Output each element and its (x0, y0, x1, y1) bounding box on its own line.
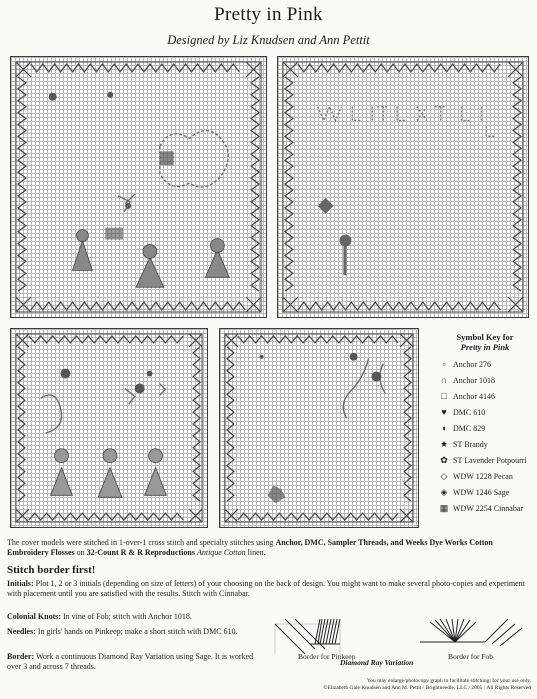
symbol-key-row (435, 356, 535, 372)
colonial-knots-text: In vine of Fob; stitch with Anchor 1018. (63, 612, 192, 621)
symbol-key-symbol: ◖ (441, 423, 447, 433)
designer-credit: Designed by Liz Knudsen and Ann Pettit (167, 33, 370, 47)
chart-fob-back-art (220, 329, 418, 527)
symbol-key-symbol: ▦ (439, 502, 449, 513)
colonial-knots-label: Colonial Knots: (7, 612, 62, 621)
border-label: Border: (7, 652, 35, 661)
intro-text-2: on (74, 548, 87, 558)
symbol-key-row (435, 500, 535, 516)
symbol-key-row (435, 468, 535, 484)
page-title: Pretty in Pink (214, 4, 323, 25)
symbol-key-label: Anchor 276 (453, 359, 491, 369)
symbol-key-symbol: ◈ (440, 486, 448, 497)
symbol-key-symbol: ★ (439, 438, 449, 449)
symbol-key-label: WDW 2254 Cinnabar (453, 503, 524, 513)
chart-pinkeep-front (10, 56, 267, 318)
symbol-key-row (435, 420, 535, 436)
symbol-key-title: Symbol Key for (456, 332, 514, 342)
symbol-key-label: Anchor 4146 (453, 391, 495, 401)
symbol-key-symbol: □ (441, 391, 447, 401)
needles-text: In girls' hands on Pinkeep; make a short stitch with DMC 610. (37, 627, 238, 636)
intro-flosses: Anchor, DMC, Sampler Threads, and Weeks Dye Works Cotton Embroidery Flosses (7, 538, 493, 558)
footer-line-1: You may enlarge/photocopy graph to facilitate stitching; for your use only. (366, 678, 531, 684)
needles-label: Needles: (7, 627, 36, 636)
border-instruction (7, 652, 265, 672)
chart-pinkeep-back-art (278, 57, 528, 317)
symbol-key-label: DMC 829 (453, 423, 486, 433)
symbol-key-subtitle: Pretty in Pink (460, 342, 510, 352)
symbol-key-label: ST Brandy (453, 439, 488, 449)
needles-instruction (7, 627, 265, 637)
intro-text-1: The cover models were stitched in 1-over-1 cross stitch and specialty stitches using (7, 538, 276, 547)
materials-note (7, 538, 532, 562)
symbol-key-label: WDW 1228 Pecan (453, 471, 513, 481)
intro-fabric: 32-Count R & R Reproductions (86, 548, 195, 558)
symbol-key-row (435, 404, 535, 420)
initials-text: Plot 1, 2 or 3 initials (depending on size of letters) of your choosing on the back of design. You might want to make several photo-copies and experiment with placement until you are satisfied with the results. Stitch with Cinnabar. (7, 579, 525, 599)
symbol-key-row (435, 436, 535, 452)
diamond-ray-title: Diamond Ray Variation (340, 658, 414, 667)
chart-fob-front (10, 328, 208, 528)
initials-label: Initials: (7, 579, 34, 588)
symbol-key-symbol: ▫ (442, 359, 446, 369)
chart-fob-front-art (11, 329, 207, 527)
symbol-key-symbol: ✿ (440, 454, 448, 465)
intro-text-3: linen. (245, 548, 266, 558)
initials-instruction (7, 579, 527, 599)
symbol-key-label: WDW 1246 Sage (453, 487, 510, 497)
chart-pinkeep-back (277, 56, 529, 318)
symbol-key-row (435, 452, 535, 468)
pinkeep-border-label: Border for Pinkeep (298, 652, 356, 661)
symbol-key-row (435, 388, 535, 404)
symbol-key-label: ST Lavender Potpourri (453, 455, 527, 465)
stitch-border-first-heading: Stitch border first! (7, 564, 96, 576)
symbol-key-symbol: ◇ (440, 470, 448, 481)
symbol-key (435, 332, 535, 516)
chart-pinkeep-front-art (11, 57, 266, 317)
footer-line-2: ©Elizabeth Gale Knudsen and Ann M. Pettit / Brightneedle, LLC / 2005 / All Rights Reserved (323, 685, 531, 691)
colonial-knots-instruction (7, 612, 265, 622)
symbol-key-symbol: ∩ (440, 375, 448, 385)
fob-border-label: Border for Fob (448, 652, 493, 661)
copyright-footer (271, 678, 531, 692)
intro-linen: Antique Cotton (196, 548, 246, 558)
symbol-key-row (435, 484, 535, 500)
symbol-key-row (435, 372, 535, 388)
symbol-key-symbol: ♥ (441, 407, 447, 417)
border-text: Work a continuous Diamond Ray Variation using Sage. It is worked over 3 and across 7 threads. (7, 652, 254, 672)
chart-fob-back (219, 328, 419, 528)
symbol-key-label: DMC 610 (453, 407, 486, 417)
symbol-key-label: Anchor 1018 (453, 375, 495, 385)
